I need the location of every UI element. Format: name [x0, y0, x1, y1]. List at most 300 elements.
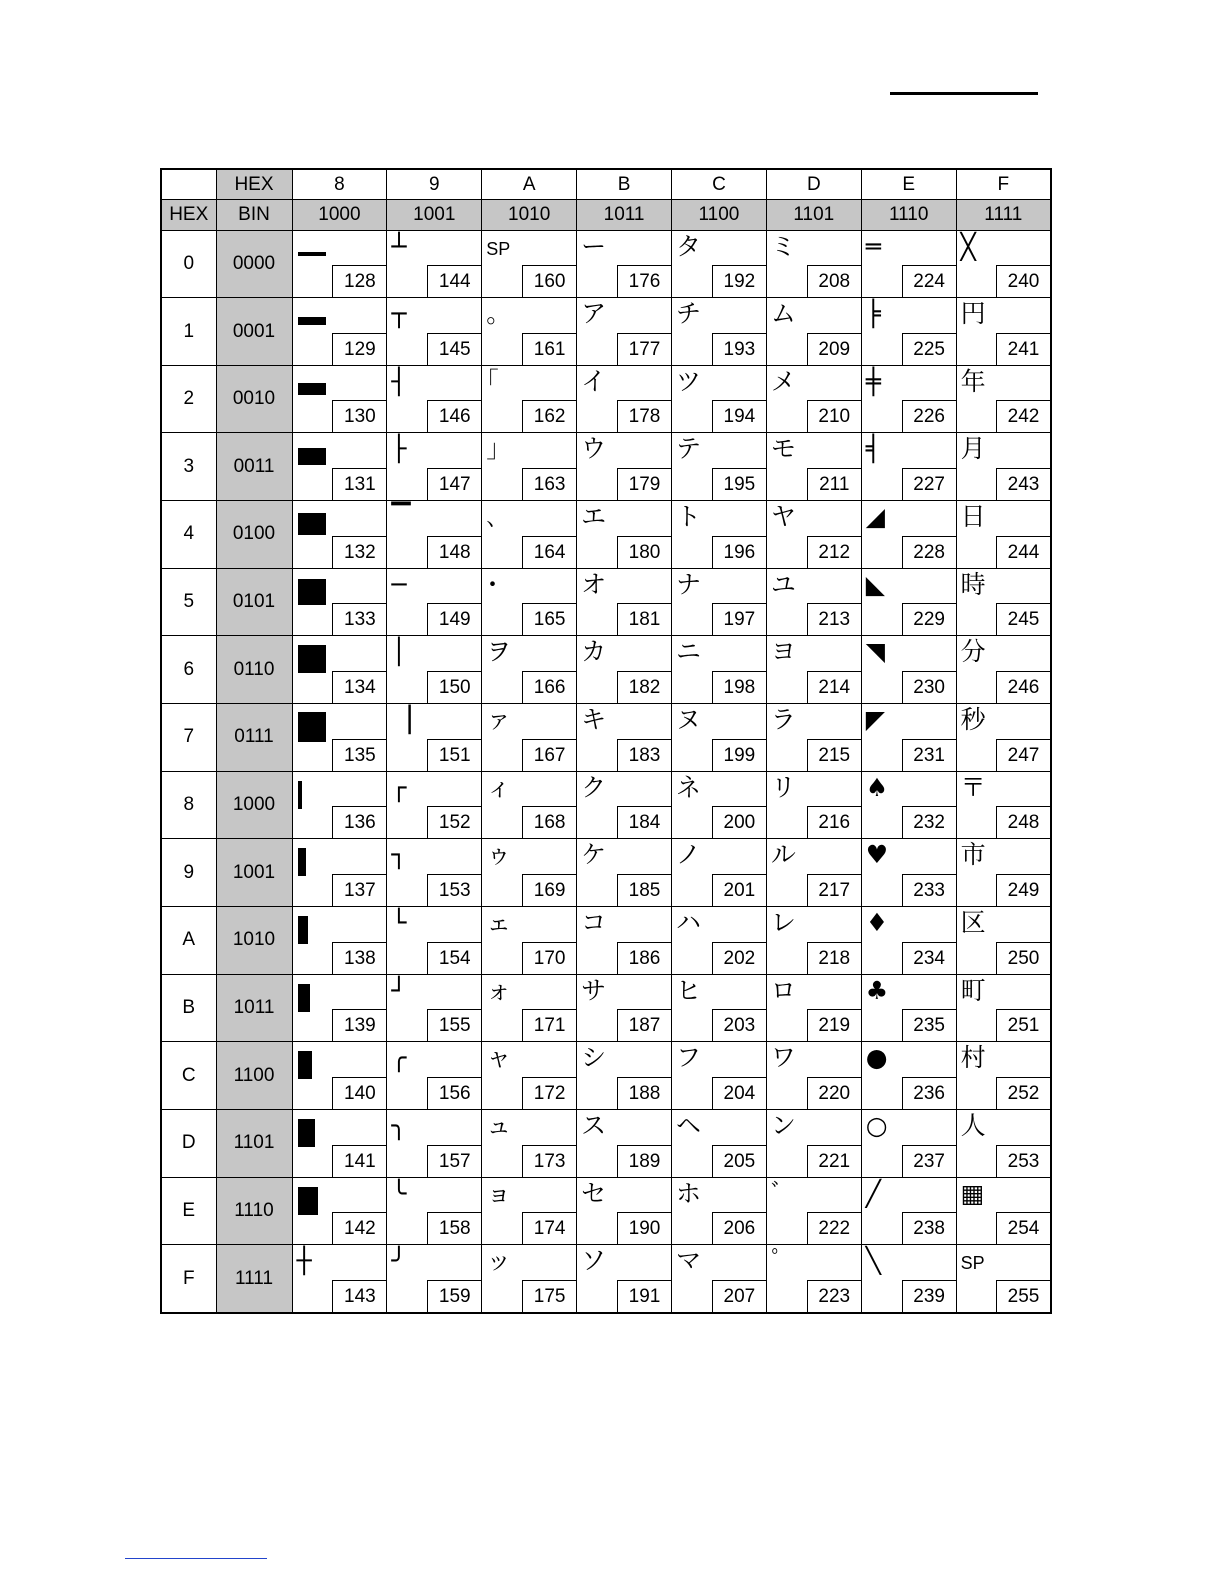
- char-glyph: ヤ: [770, 502, 796, 532]
- char-cell: [387, 1109, 482, 1177]
- char-glyph: ♣: [865, 975, 889, 1005]
- block-glyph-icon: [298, 513, 326, 535]
- char-glyph: 時: [960, 569, 986, 599]
- char-code: 172: [522, 1077, 576, 1109]
- char-code: 212: [807, 536, 861, 568]
- char-code: 232: [902, 806, 956, 838]
- char-cell: [956, 704, 1051, 772]
- char-code: 148: [427, 536, 481, 568]
- row-hex: 7: [161, 704, 216, 772]
- char-code: 150: [427, 671, 481, 703]
- char-glyph: ▔: [391, 502, 411, 532]
- char-glyph: ♥: [865, 840, 889, 870]
- char-glyph: ッ: [486, 1246, 512, 1276]
- char-cell: [577, 230, 672, 298]
- char-glyph: ニ: [676, 637, 702, 667]
- char-code: 250: [996, 942, 1050, 974]
- row-hex: D: [161, 1109, 216, 1177]
- char-cell: [956, 365, 1051, 433]
- char-code: 152: [427, 806, 481, 838]
- char-cell: [956, 1177, 1051, 1245]
- char-glyph: 村: [960, 1043, 986, 1073]
- table-row: [161, 568, 1051, 636]
- char-cell: [672, 298, 767, 366]
- char-glyph: ｢: [486, 366, 499, 396]
- block-glyph-icon: [298, 448, 326, 465]
- char-code: 140: [332, 1077, 386, 1109]
- char-cell: [482, 974, 577, 1042]
- row-bin: 1011: [216, 974, 292, 1042]
- char-glyph: ├: [391, 434, 407, 464]
- char-glyph: シ: [581, 1043, 607, 1073]
- row-hex: 9: [161, 839, 216, 907]
- char-glyph: ･: [486, 569, 499, 599]
- char-code: 235: [902, 1009, 956, 1041]
- char-code: 217: [807, 874, 861, 906]
- char-glyph: ╳: [960, 231, 976, 261]
- char-cell: [292, 636, 387, 704]
- table-row: [161, 1177, 1051, 1245]
- char-code: 193: [712, 333, 766, 365]
- char-cell: [482, 1109, 577, 1177]
- char-cell: [766, 636, 861, 704]
- char-glyph: ╭: [391, 1043, 407, 1073]
- char-glyph: ラ: [770, 705, 796, 735]
- char-cell: [577, 298, 672, 366]
- char-cell: [672, 839, 767, 907]
- char-cell: [387, 636, 482, 704]
- char-cell: [672, 771, 767, 839]
- char-cell: [387, 1245, 482, 1313]
- char-cell: [577, 771, 672, 839]
- char-cell: [482, 704, 577, 772]
- char-cell: [482, 636, 577, 704]
- char-code: 138: [332, 942, 386, 974]
- char-code: 166: [522, 671, 576, 703]
- column-bin: 1110: [861, 200, 956, 230]
- char-glyph: ╮: [391, 1110, 407, 1140]
- char-code: 186: [617, 942, 671, 974]
- column-hex: F: [956, 169, 1051, 200]
- char-cell: [766, 771, 861, 839]
- char-cell: [577, 704, 672, 772]
- char-cell: [577, 1109, 672, 1177]
- char-code: 190: [617, 1212, 671, 1244]
- char-cell: [861, 1042, 956, 1110]
- char-cell: [956, 1109, 1051, 1177]
- char-code: 229: [902, 603, 956, 635]
- char-glyph: エ: [581, 502, 607, 532]
- char-code: 142: [332, 1212, 386, 1244]
- column-hex: B: [577, 169, 672, 200]
- char-cell: [956, 501, 1051, 569]
- char-code: 184: [617, 806, 671, 838]
- char-code: 251: [996, 1009, 1050, 1041]
- char-cell: [672, 1109, 767, 1177]
- column-hex: C: [672, 169, 767, 200]
- char-code: 156: [427, 1077, 481, 1109]
- char-glyph: リ: [770, 772, 796, 802]
- char-glyph: ヘ: [676, 1110, 702, 1140]
- char-code: 223: [807, 1280, 861, 1312]
- char-cell: [672, 1245, 767, 1313]
- char-glyph: ､: [486, 502, 499, 532]
- char-cell: [672, 568, 767, 636]
- table-row: [161, 1042, 1051, 1110]
- char-cell: [766, 704, 861, 772]
- char-cell: [482, 906, 577, 974]
- char-code: 155: [427, 1009, 481, 1041]
- char-code: 133: [332, 603, 386, 635]
- char-cell: [577, 839, 672, 907]
- char-cell: [861, 298, 956, 366]
- char-glyph: 円: [960, 299, 986, 329]
- char-code: 249: [996, 874, 1050, 906]
- char-code: 182: [617, 671, 671, 703]
- row-hex: B: [161, 974, 216, 1042]
- char-code: 162: [522, 400, 576, 432]
- char-glyph: ョ: [486, 1178, 512, 1208]
- char-cell: [672, 365, 767, 433]
- char-code: 196: [712, 536, 766, 568]
- char-glyph: ウ: [581, 434, 607, 464]
- block-glyph-icon: [298, 781, 302, 809]
- char-cell: [292, 1245, 387, 1313]
- column-bin: 1001: [387, 200, 482, 230]
- row-hex: C: [161, 1042, 216, 1110]
- char-cell: [766, 298, 861, 366]
- table-row: [161, 771, 1051, 839]
- block-glyph-icon: [298, 579, 326, 605]
- char-glyph: ュ: [486, 1110, 512, 1140]
- char-cell: [861, 433, 956, 501]
- char-cell: [766, 1042, 861, 1110]
- char-code: 230: [902, 671, 956, 703]
- char-glyph: ♦: [865, 907, 889, 937]
- char-glyph: ○: [865, 1110, 888, 1140]
- char-code: 158: [427, 1212, 481, 1244]
- char-code: 240: [996, 265, 1050, 297]
- char-code: 174: [522, 1212, 576, 1244]
- char-code: 233: [902, 874, 956, 906]
- char-cell: [292, 974, 387, 1042]
- column-bin: 1000: [292, 200, 387, 230]
- char-code: 135: [332, 739, 386, 771]
- char-code: 204: [712, 1077, 766, 1109]
- char-code: 132: [332, 536, 386, 568]
- hex-header-label: HEX: [216, 169, 292, 200]
- table-row: [161, 365, 1051, 433]
- char-cell: [956, 771, 1051, 839]
- table-row: [161, 906, 1051, 974]
- char-cell: [482, 1177, 577, 1245]
- table-row: [161, 230, 1051, 298]
- table-row: [161, 974, 1051, 1042]
- char-cell: [387, 839, 482, 907]
- char-cell: [766, 974, 861, 1042]
- char-code: 215: [807, 739, 861, 771]
- char-code: 241: [996, 333, 1050, 365]
- block-glyph-icon: [298, 916, 308, 944]
- char-code: 244: [996, 536, 1050, 568]
- char-code: 159: [427, 1280, 481, 1312]
- char-glyph: │: [391, 637, 407, 667]
- char-cell: [482, 501, 577, 569]
- table-row: [161, 636, 1051, 704]
- char-cell: [292, 501, 387, 569]
- char-cell: [861, 636, 956, 704]
- char-code: 228: [902, 536, 956, 568]
- char-code: 147: [427, 468, 481, 500]
- char-glyph: レ: [770, 907, 796, 937]
- char-cell: [672, 906, 767, 974]
- char-glyph: ク: [581, 772, 607, 802]
- row-bin: 1101: [216, 1109, 292, 1177]
- char-cell: [577, 974, 672, 1042]
- char-cell: [482, 839, 577, 907]
- top-rule: [890, 92, 1038, 95]
- row-bin: 0101: [216, 568, 292, 636]
- char-code: 189: [617, 1145, 671, 1177]
- char-glyph: ｣: [486, 434, 499, 464]
- char-code: 203: [712, 1009, 766, 1041]
- char-glyph: 人: [960, 1110, 986, 1140]
- char-glyph: ス: [581, 1110, 607, 1140]
- char-code: 175: [522, 1280, 576, 1312]
- char-code: 226: [902, 400, 956, 432]
- char-code: 131: [332, 468, 386, 500]
- char-cell: [387, 771, 482, 839]
- block-glyph-icon: [298, 712, 326, 742]
- char-cell: [766, 365, 861, 433]
- char-code: 157: [427, 1145, 481, 1177]
- char-code: 136: [332, 806, 386, 838]
- char-code: 163: [522, 468, 576, 500]
- char-cell: [482, 1042, 577, 1110]
- char-cell: [766, 501, 861, 569]
- char-cell: [672, 433, 767, 501]
- char-cell: [956, 568, 1051, 636]
- char-glyph: ャ: [486, 1043, 512, 1073]
- char-code: 183: [617, 739, 671, 771]
- char-cell: [482, 1245, 577, 1313]
- char-cell: [482, 433, 577, 501]
- char-glyph: ┴: [391, 231, 407, 261]
- char-glyph: テ: [676, 434, 702, 464]
- table-row: [161, 433, 1051, 501]
- char-code: 214: [807, 671, 861, 703]
- char-glyph: ヨ: [770, 637, 796, 667]
- char-glyph: ロ: [770, 975, 796, 1005]
- row-bin: 0011: [216, 433, 292, 501]
- char-glyph: ネ: [676, 772, 702, 802]
- char-code: 139: [332, 1009, 386, 1041]
- char-code: 247: [996, 739, 1050, 771]
- char-glyph: ◤: [865, 705, 885, 735]
- char-code: 151: [427, 739, 481, 771]
- char-code: 179: [617, 468, 671, 500]
- char-code: 180: [617, 536, 671, 568]
- char-code: 246: [996, 671, 1050, 703]
- char-glyph: メ: [770, 366, 796, 396]
- char-glyph: ╪: [865, 366, 881, 396]
- char-glyph: └: [391, 907, 407, 937]
- char-glyph: 分: [960, 637, 986, 667]
- char-code: 224: [902, 265, 956, 297]
- char-cell: [387, 704, 482, 772]
- char-glyph: SP: [486, 238, 511, 259]
- char-glyph: タ: [676, 231, 702, 261]
- column-hex: 8: [292, 169, 387, 200]
- block-glyph-icon: [298, 252, 326, 256]
- char-cell: [577, 365, 672, 433]
- char-code: 185: [617, 874, 671, 906]
- char-code: 237: [902, 1145, 956, 1177]
- char-code: 199: [712, 739, 766, 771]
- char-code: 197: [712, 603, 766, 635]
- char-code: 245: [996, 603, 1050, 635]
- row-bin: 0010: [216, 365, 292, 433]
- cross-glyph-icon: ┼: [296, 1246, 312, 1276]
- char-glyph: ┘: [391, 975, 407, 1005]
- column-bin: 1100: [672, 200, 767, 230]
- char-code: 129: [332, 333, 386, 365]
- char-glyph: ═: [865, 231, 881, 261]
- char-glyph: 区: [960, 907, 986, 937]
- char-glyph: ┐: [391, 840, 407, 870]
- char-cell: [956, 906, 1051, 974]
- char-cell: [292, 1042, 387, 1110]
- char-cell: [292, 906, 387, 974]
- char-cell: [387, 433, 482, 501]
- char-code: 220: [807, 1077, 861, 1109]
- char-cell: [672, 636, 767, 704]
- char-cell: [577, 568, 672, 636]
- char-code: 176: [617, 265, 671, 297]
- char-cell: [387, 568, 482, 636]
- char-glyph: ▦: [960, 1178, 985, 1208]
- char-code: 170: [522, 942, 576, 974]
- char-glyph: 秒: [960, 705, 986, 735]
- char-cell: [766, 1177, 861, 1245]
- char-code: 167: [522, 739, 576, 771]
- char-glyph: ォ: [486, 975, 512, 1005]
- char-code: 134: [332, 671, 386, 703]
- char-code: 254: [996, 1212, 1050, 1244]
- char-glyph: ╲: [865, 1246, 881, 1276]
- char-glyph: ｡: [486, 299, 499, 329]
- char-cell: [861, 568, 956, 636]
- char-code: 239: [902, 1280, 956, 1312]
- char-code: 218: [807, 942, 861, 974]
- bin-header-label: BIN: [216, 200, 292, 230]
- char-glyph: ┤: [391, 366, 407, 396]
- block-glyph-icon: [298, 848, 306, 876]
- char-code: 207: [712, 1280, 766, 1312]
- corner-cell: [161, 169, 216, 200]
- char-glyph: ン: [770, 1110, 796, 1140]
- row-bin: 1000: [216, 771, 292, 839]
- char-code: 164: [522, 536, 576, 568]
- char-code: 177: [617, 333, 671, 365]
- table-row: [161, 1109, 1051, 1177]
- char-glyph: ╯: [391, 1246, 407, 1276]
- row-hex: E: [161, 1177, 216, 1245]
- char-glyph: ﾟ: [770, 1246, 784, 1276]
- char-code: 211: [807, 468, 861, 500]
- char-cell: [956, 1042, 1051, 1110]
- column-hex: D: [766, 169, 861, 200]
- char-cell: [292, 1109, 387, 1177]
- char-code: 243: [996, 468, 1050, 500]
- char-glyph: ホ: [676, 1178, 702, 1208]
- char-glyph: 町: [960, 975, 986, 1005]
- char-glyph: ヌ: [676, 705, 702, 735]
- char-code: 137: [332, 874, 386, 906]
- char-code: 238: [902, 1212, 956, 1244]
- row-bin: 1111: [216, 1245, 292, 1313]
- char-glyph: ╰: [391, 1178, 407, 1208]
- char-code: 149: [427, 603, 481, 635]
- char-cell: [956, 974, 1051, 1042]
- char-cell: [956, 636, 1051, 704]
- char-cell: [577, 1245, 672, 1313]
- char-cell: [292, 433, 387, 501]
- block-glyph-icon: [298, 984, 310, 1012]
- char-glyph: ◣: [865, 569, 885, 599]
- column-bin: 1111: [956, 200, 1051, 230]
- char-code: 130: [332, 400, 386, 432]
- char-code: 178: [617, 400, 671, 432]
- char-glyph: ケ: [581, 840, 607, 870]
- char-glyph: ╡: [865, 434, 881, 464]
- char-cell: [387, 1177, 482, 1245]
- char-code: 216: [807, 806, 861, 838]
- char-glyph: ─: [391, 569, 407, 599]
- char-code: 160: [522, 265, 576, 297]
- char-code: 225: [902, 333, 956, 365]
- header-row-hex: [161, 169, 1051, 200]
- char-code: 255: [996, 1280, 1050, 1312]
- char-cell: [292, 839, 387, 907]
- block-glyph-icon: [298, 317, 326, 325]
- char-glyph: チ: [676, 299, 702, 329]
- char-cell: [387, 298, 482, 366]
- block-glyph-icon: [298, 1051, 312, 1079]
- char-code: 128: [332, 265, 386, 297]
- char-glyph: ╱: [865, 1178, 881, 1208]
- char-code: 173: [522, 1145, 576, 1177]
- char-glyph: ヒ: [676, 975, 702, 1005]
- char-glyph: ◢: [865, 502, 885, 532]
- char-code: 195: [712, 468, 766, 500]
- char-code: 198: [712, 671, 766, 703]
- column-bin: 1101: [766, 200, 861, 230]
- column-bin: 1011: [577, 200, 672, 230]
- char-cell: [861, 1245, 956, 1313]
- column-bin: 1010: [482, 200, 577, 230]
- char-glyph: モ: [770, 434, 796, 464]
- char-glyph: カ: [581, 637, 607, 667]
- char-code: 202: [712, 942, 766, 974]
- char-cell: [956, 1245, 1051, 1313]
- char-code: 221: [807, 1145, 861, 1177]
- column-hex: E: [861, 169, 956, 200]
- char-cell: [387, 974, 482, 1042]
- char-code: 169: [522, 874, 576, 906]
- char-code: 209: [807, 333, 861, 365]
- char-code: 206: [712, 1212, 766, 1244]
